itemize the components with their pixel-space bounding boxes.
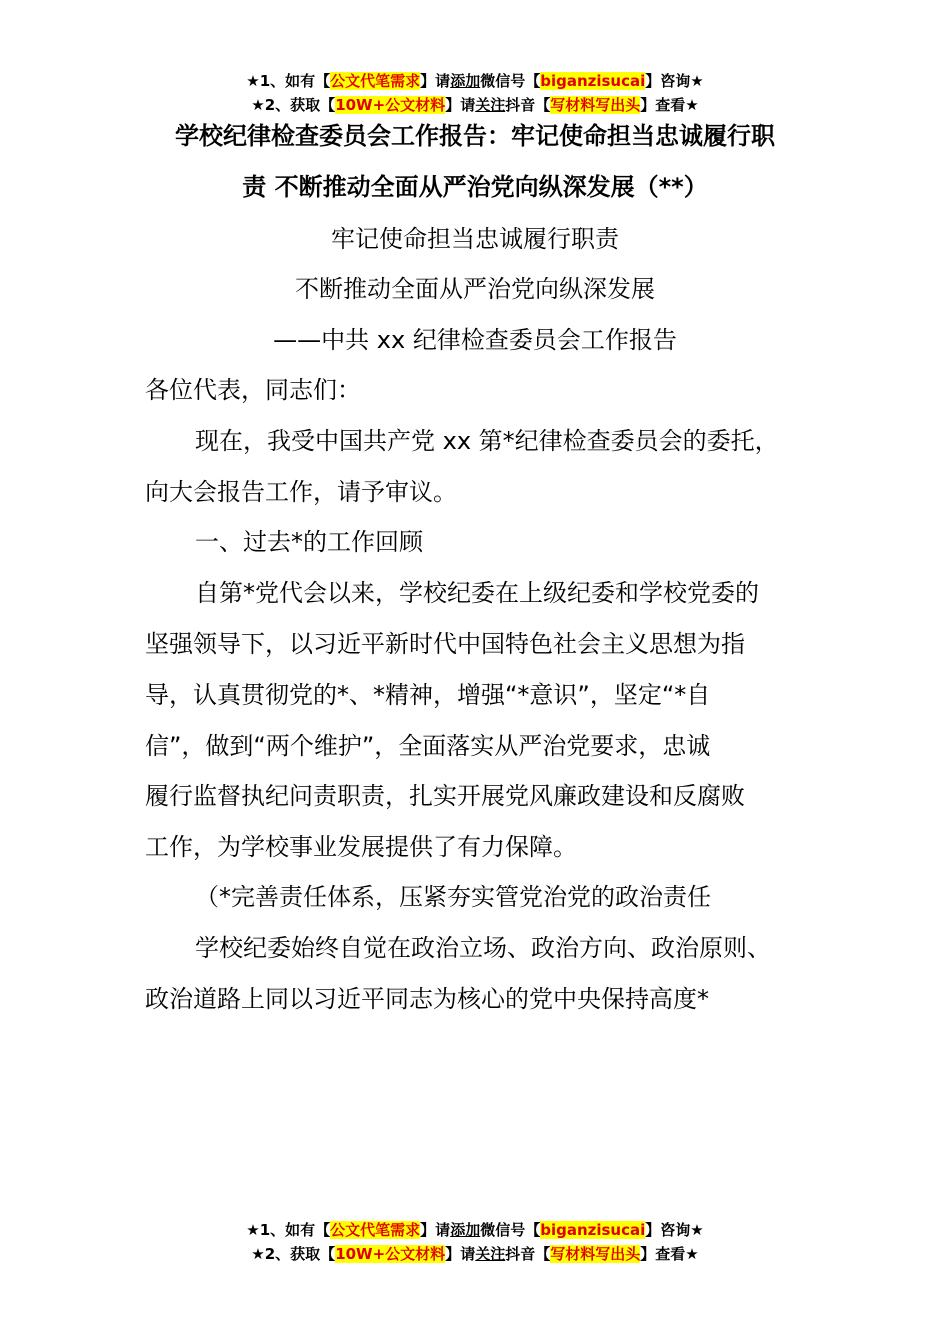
banner-text: ★2、获取【 xyxy=(251,96,336,114)
subtitle-2: 不断推动全面从严治党向纵深发展 xyxy=(295,275,655,303)
highlight-text: biganzisucai xyxy=(540,1221,646,1239)
underlined-text: 添加 xyxy=(450,1221,481,1239)
paragraph-line: 工作，为学校事业发展提供了有力保障。 xyxy=(145,833,577,861)
paragraph-line: 导，认真贯彻党的*、*精神，增强“*意识”，坚定“*自 xyxy=(145,681,711,709)
banner-text: 】请 xyxy=(445,1245,476,1263)
underlined-text: 关注 xyxy=(475,96,506,114)
paragraph-line: 政治道路上同以习近平同志为核心的党中央保持高度* xyxy=(145,985,709,1013)
banner-text: 】请 xyxy=(420,1221,451,1239)
subtitle-3: ——中共 xx 纪律检查委员会工作报告 xyxy=(273,326,677,354)
highlight-text: biganzisucai xyxy=(540,72,646,90)
paragraph-line: 信”，做到“两个维护”，全面落实从严治党要求，忠诚 xyxy=(145,732,711,760)
banner-text: 】查看★ xyxy=(640,1245,699,1263)
subtitle-1: 牢记使命担当忠诚履行职责 xyxy=(331,225,619,253)
banner-text: 】请 xyxy=(445,96,476,114)
banner-text: 】查看★ xyxy=(640,96,699,114)
banner-text: 抖音【 xyxy=(505,1245,551,1263)
doc-title-line-2: 责 不断推动全面从严治党向纵深发展（**） xyxy=(242,173,708,201)
section-heading-2: （*完善责任体系，压紧夯实管党治党的政治责任 xyxy=(195,883,711,911)
banner-text: 抖音【 xyxy=(505,96,551,114)
paragraph-line: 现在，我受中国共产党 xx 第*纪律检查委员会的委托， xyxy=(195,427,779,455)
highlight-text: 公文代笔需求 xyxy=(330,72,421,90)
highlight-text: 公文代笔需求 xyxy=(330,1221,421,1239)
paragraph-line: 自第*党代会以来，学校纪委在上级纪委和学校党委的 xyxy=(195,579,759,607)
section-heading-1: 一、过去*的工作回顾 xyxy=(195,528,423,556)
top-banner-line-1 xyxy=(0,70,950,92)
banner-text: 】请 xyxy=(420,72,451,90)
banner-text: ★1、如有【 xyxy=(246,72,331,90)
paragraph-line: 坚强领导下，以习近平新时代中国特色社会主义思想为指 xyxy=(145,630,745,658)
banner-text: 】咨询★ xyxy=(645,1221,704,1239)
highlight-text: 10W+公文材料 xyxy=(335,96,446,114)
banner-text: 】咨询★ xyxy=(645,72,704,90)
bottom-banner-line-1 xyxy=(0,1219,950,1241)
paragraph-line: 学校纪委始终自觉在政治立场、政治方向、政治原则、 xyxy=(195,934,771,962)
bottom-banner-line-2 xyxy=(0,1243,950,1265)
underlined-text: 添加 xyxy=(450,72,481,90)
top-banner-line-2 xyxy=(0,94,950,116)
banner-text: ★1、如有【 xyxy=(246,1221,331,1239)
paragraph-line: 履行监督执纪问责职责，扎实开展党风廉政建设和反腐败 xyxy=(145,782,745,810)
salutation: 各位代表，同志们： xyxy=(145,376,361,404)
doc-title-line-1: 学校纪律检查委员会工作报告：牢记使命担当忠诚履行职 xyxy=(175,122,775,150)
paragraph-line: 向大会报告工作，请予审议。 xyxy=(145,478,457,506)
banner-text: 微信号【 xyxy=(480,1221,541,1239)
banner-text: 微信号【 xyxy=(480,72,541,90)
banner-text: ★2、获取【 xyxy=(251,1245,336,1263)
highlight-text: 10W+公文材料 xyxy=(335,1245,446,1263)
underlined-text: 关注 xyxy=(475,1245,506,1263)
highlight-text: 写材料写出头 xyxy=(550,96,641,114)
highlight-text: 写材料写出头 xyxy=(550,1245,641,1263)
